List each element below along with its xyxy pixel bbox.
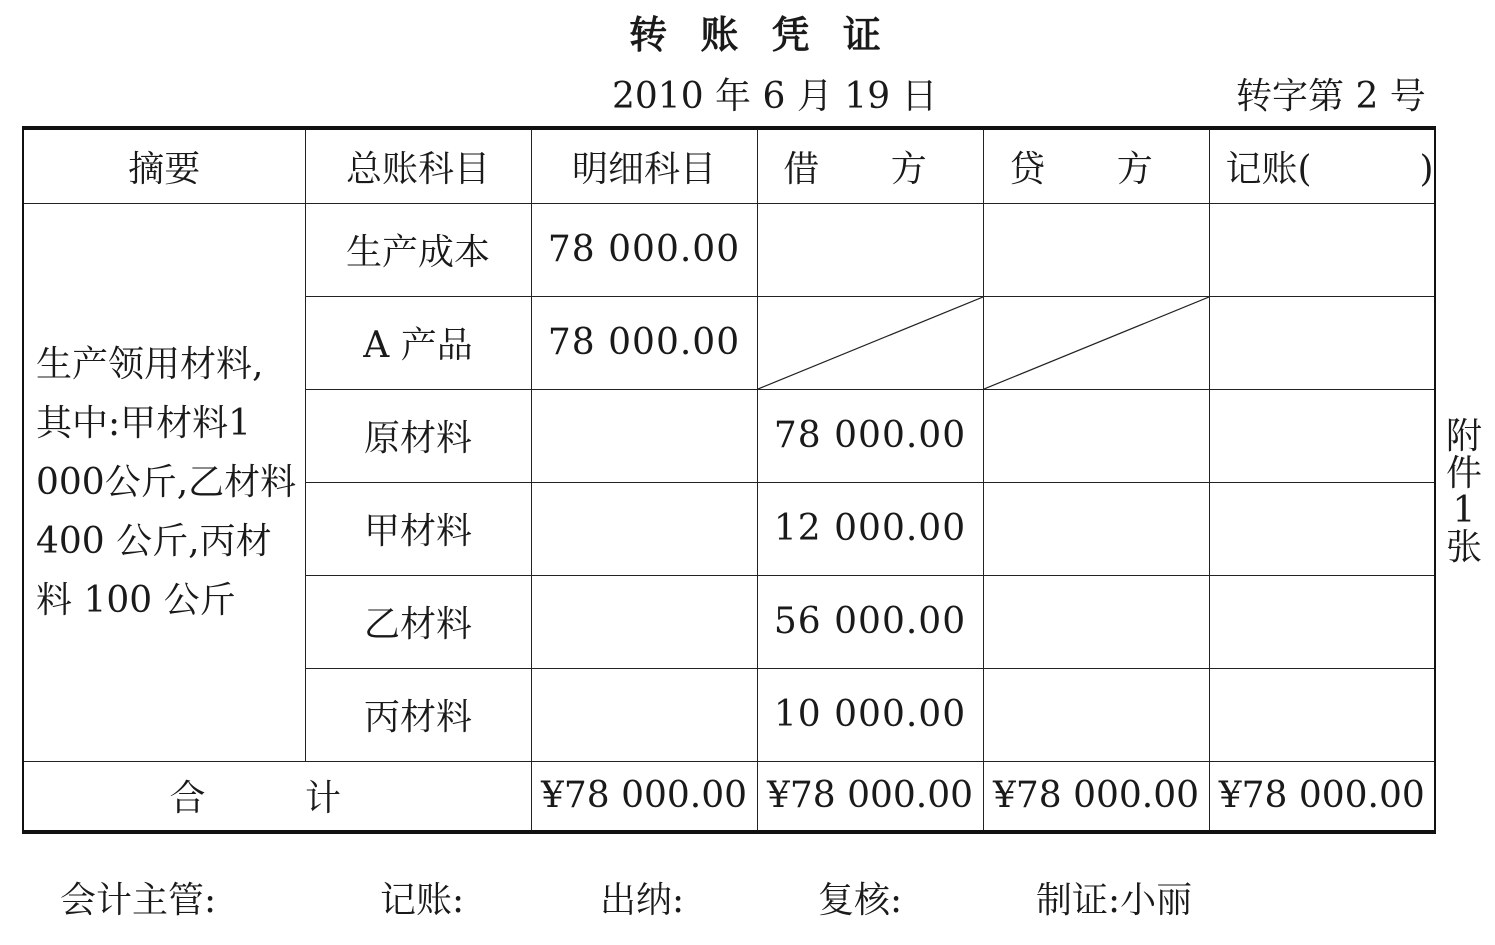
header-detail-account: 明细科目 (531, 128, 757, 203)
detail-account-cell (531, 668, 757, 761)
attachment-char: 张 (1446, 527, 1483, 568)
total-row (23, 761, 1435, 832)
bookkeeping-cell (1209, 575, 1435, 668)
credit-cell (983, 668, 1209, 761)
attachment-char: 件 (1446, 453, 1483, 494)
summary-cell: 生产领用材料,其中:甲材料1 000公斤,乙材料 400 公斤,丙材料 100 公斤 (23, 203, 305, 761)
footer-bookkeeper: 记账: (380, 880, 465, 921)
header-credit: 贷 方 (983, 128, 1209, 203)
header-bookkeeping: 记账( ) (1209, 128, 1435, 203)
debit-cell (757, 203, 983, 296)
detail-account-cell (531, 575, 757, 668)
general-account-cell: 生产成本 (305, 203, 531, 296)
header-general-account: 总账科目 (305, 128, 531, 203)
credit-cell (983, 203, 1209, 296)
voucher-table (22, 126, 1436, 834)
credit-cell (983, 575, 1209, 668)
debit-cell: 10 000.00 (757, 668, 983, 761)
debit-cell: 78 000.00 (757, 389, 983, 482)
footer-cashier: 出纳: (600, 880, 685, 921)
detail-account-cell (531, 389, 757, 482)
total-credit: ¥78 000.00 (983, 761, 1209, 832)
general-account-cell: 甲材料 (305, 482, 531, 575)
bookkeeping-cell (1209, 203, 1435, 296)
detail-account-cell: 78 000.00 (531, 296, 757, 389)
attachment-count (1446, 418, 1482, 566)
bookkeeping-cell (1209, 296, 1435, 389)
debit-cell: 56 000.00 (757, 575, 983, 668)
detail-account-cell: 78 000.00 (531, 203, 757, 296)
total-label: 合 计 (23, 761, 531, 832)
bookkeeping-cell (1209, 668, 1435, 761)
attachment-char: 附 (1446, 416, 1483, 457)
general-account-cell: A 产品 (305, 296, 531, 389)
table-row (23, 203, 1435, 296)
diagonal-strike (984, 297, 1209, 389)
header-debit: 借 方 (757, 128, 983, 203)
debit-cell: 12 000.00 (757, 482, 983, 575)
total-debit: ¥78 000.00 (757, 761, 983, 832)
diagonal-strike (758, 297, 983, 389)
voucher-date: 2010 年 6 月 19 日 (612, 76, 938, 117)
voucher-number: 转字第 2 号 (1236, 76, 1426, 117)
credit-cell-crossed (983, 296, 1209, 389)
attachment-number: 1 (1452, 490, 1476, 531)
total-detail: ¥78 000.00 (531, 761, 757, 832)
header-summary: 摘要 (23, 128, 305, 203)
footer-preparer: 制证:小丽 (1036, 880, 1193, 921)
general-account-cell: 原材料 (305, 389, 531, 482)
general-account-cell: 乙材料 (305, 575, 531, 668)
detail-account-cell (531, 482, 757, 575)
credit-cell (983, 482, 1209, 575)
bookkeeping-cell (1209, 482, 1435, 575)
voucher-title: 转 账 凭 证 (629, 12, 891, 57)
general-account-cell: 丙材料 (305, 668, 531, 761)
footer-reviewer: 复核: (818, 880, 903, 921)
credit-cell (983, 389, 1209, 482)
footer-supervisor: 会计主管: (60, 880, 217, 921)
header-row (23, 128, 1435, 203)
bookkeeping-cell (1209, 389, 1435, 482)
debit-cell-crossed (757, 296, 983, 389)
total-bookkeeping: ¥78 000.00 (1209, 761, 1435, 832)
